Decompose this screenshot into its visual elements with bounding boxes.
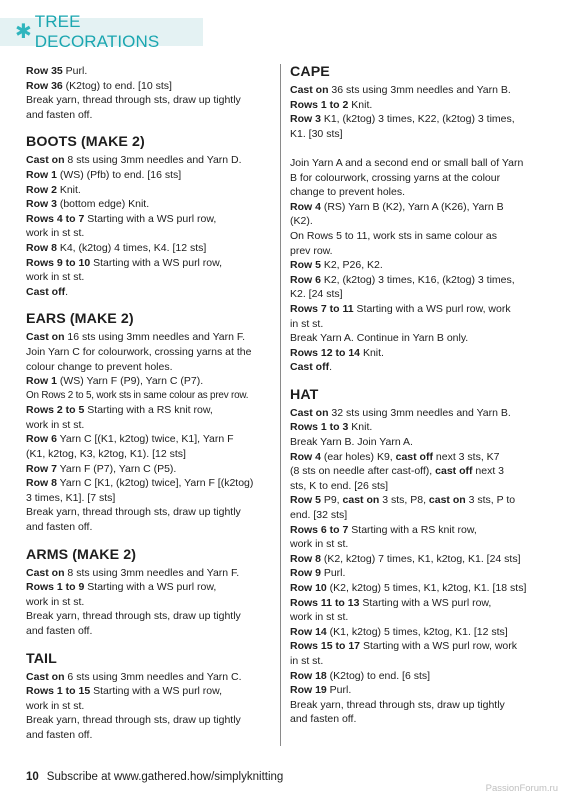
instruction-line	[26, 153, 270, 168]
instruction-text: K2, (k2tog) 3 times, K16, (k2tog) 3 times,	[320, 273, 515, 286]
hat-heading: HAT	[290, 386, 319, 403]
instruction-line	[26, 79, 270, 94]
instruction-text: colour change to prevent holes.	[26, 360, 173, 373]
instruction-text: Join Yarn A and a second end or small ball of Yarn	[290, 156, 524, 169]
instruction-line	[26, 462, 270, 477]
instruction-text: and fasten off.	[26, 521, 93, 534]
instruction-text: Starting with a WS purl row,	[359, 596, 492, 609]
instruction-text: Starting with a WS purl row,	[84, 581, 217, 594]
bold-term: Row 36	[26, 79, 63, 92]
instruction-line	[290, 360, 538, 375]
instruction-text: Break yarn, thread through sts, draw up tightly	[26, 714, 241, 727]
instruction-line	[290, 493, 538, 508]
instruction-line	[290, 639, 538, 654]
instruction-text: 16 sts using 3mm needles and Yarn F.	[64, 331, 246, 344]
instruction-text: sts, K to end. [26 sts]	[290, 479, 389, 492]
instruction-line	[290, 508, 538, 523]
bold-term: Rows 1 to 3	[290, 421, 349, 434]
instruction-text: work in st st.	[26, 699, 85, 712]
instruction-text: 36 sts using 3mm needles and Yarn B.	[328, 84, 511, 96]
instruction-text: Break yarn, thread through sts, draw up tightly	[26, 610, 241, 623]
instruction-line	[290, 302, 538, 317]
instruction-line	[290, 669, 538, 684]
instruction-text: .	[329, 361, 333, 374]
instruction-text: (WS) (Pfb) to end. [16 sts]	[56, 168, 182, 181]
instruction-text: in st st.	[290, 317, 324, 330]
bold-term: Cast on	[26, 331, 65, 344]
instruction-line	[26, 684, 270, 699]
instruction-line	[290, 287, 538, 302]
instruction-line	[290, 464, 538, 479]
instruction-text: 3 times, K1]. [7 sts]	[26, 491, 116, 504]
instruction-text: On Rows 2 to 5, work sts in same colour as prev row.	[26, 389, 249, 401]
bold-term: Rows 12 to 14	[290, 346, 361, 359]
instruction-text: K1. [30 sts]	[290, 127, 343, 140]
instruction-text: work in st st.	[26, 418, 85, 431]
bold-term: Rows 4 to 7	[26, 212, 85, 225]
instruction-text: (8 sts on needle after cast-off),	[290, 465, 436, 478]
bold-term: Row 5	[290, 259, 321, 272]
instruction-line	[290, 596, 538, 611]
bold-term: Rows 1 to 9	[26, 581, 85, 594]
instruction-text: Purl.	[320, 567, 346, 580]
instruction-line	[290, 552, 538, 567]
instruction-line	[26, 713, 270, 728]
instruction-line	[26, 108, 270, 123]
bold-term: Cast off	[290, 361, 330, 374]
instruction-line	[26, 520, 270, 535]
instruction-text: end. [32 sts]	[290, 509, 348, 522]
bold-term: Row 6	[26, 433, 57, 446]
instruction-line	[26, 403, 270, 418]
instruction-text: Starting with a WS purl row, work	[353, 302, 511, 315]
bold-term: Cast on	[290, 84, 329, 96]
instruction-text: (bottom edge) Knit.	[56, 198, 150, 211]
instruction-line	[290, 479, 538, 494]
instruction-text: On Rows 5 to 11, work sts in same colour as	[290, 229, 497, 242]
instruction-line	[26, 624, 270, 639]
boots-block	[26, 153, 270, 299]
bold-term: Row 18	[290, 669, 327, 682]
instruction-text: Yarn C [K1, (k2tog) twice], Yarn F [(k2tog)	[56, 477, 254, 490]
instruction-text: Knit.	[348, 98, 373, 111]
instruction-line	[290, 523, 538, 538]
bold-term: Row 8	[290, 552, 321, 565]
bold-term: Row 35	[26, 65, 63, 77]
instruction-text: change to prevent holes.	[290, 186, 405, 199]
tail-heading: TAIL	[26, 650, 57, 667]
instruction-text: work in st st.	[290, 538, 349, 551]
instruction-text: Knit.	[56, 183, 81, 196]
page-title: TREE DECORATIONS	[34, 12, 160, 51]
instruction-text: (K1, k2tog, K3, k2tog, K1). [12 sts]	[26, 448, 186, 461]
instruction-line	[290, 537, 538, 552]
instruction-line	[290, 712, 538, 727]
instruction-text: (K2tog) to end. [6 sts]	[326, 669, 431, 682]
instruction-line	[290, 141, 538, 156]
intro-block	[26, 64, 270, 122]
instruction-line	[290, 683, 538, 698]
bold-term: Row 2	[26, 183, 57, 196]
instruction-text: prev row.	[290, 244, 333, 257]
instruction-text: and fasten off.	[26, 625, 93, 637]
instruction-line	[26, 418, 270, 433]
instruction-line	[290, 229, 538, 244]
bold-term: Row 7	[26, 462, 57, 475]
boots-heading: BOOTS (MAKE 2)	[26, 134, 145, 151]
instruction-line	[290, 127, 538, 142]
instruction-line	[290, 610, 538, 625]
bold-term: Rows 11 to 13	[290, 596, 360, 609]
bold-term: Row 3	[26, 198, 57, 211]
instruction-text: Starting with a WS purl row,	[84, 212, 217, 225]
instruction-line	[290, 566, 538, 581]
instruction-line	[26, 345, 270, 360]
instruction-line	[26, 389, 270, 404]
instruction-text: Knit.	[360, 346, 384, 359]
instruction-text: 32 sts using 3mm needles and Yarn B.	[328, 406, 511, 419]
instruction-text: K4, (k2tog) 4 times, K4. [12 sts]	[56, 241, 207, 254]
instruction-line	[26, 285, 270, 300]
instruction-text: Break Yarn B. Join Yarn A.	[290, 436, 413, 449]
instruction-line	[290, 244, 538, 259]
ears-heading: EARS (MAKE 2)	[26, 311, 134, 328]
arms-block	[26, 566, 270, 639]
bold-term: Rows 1 to 2	[290, 98, 349, 111]
instruction-line	[26, 270, 270, 285]
bold-term: Row 1	[26, 375, 57, 388]
instruction-text: Purl.	[326, 684, 352, 697]
instruction-line	[290, 581, 538, 596]
instruction-text: K2. [24 sts]	[290, 288, 343, 301]
instruction-line	[26, 476, 270, 491]
subscribe-link-text[interactable]: Subscribe at www.gathered.how/simplyknitting	[46, 771, 284, 783]
instruction-line	[290, 654, 538, 669]
instruction-line	[26, 212, 270, 227]
instruction-text: (K1, k2tog) 5 times, k2tog, K1. [12 sts]	[326, 625, 508, 638]
bold-term: Rows 2 to 5	[26, 404, 85, 417]
page-number: 10	[26, 771, 39, 783]
instruction-line	[290, 420, 538, 435]
watermark-text: PassionForum.ru	[485, 783, 558, 794]
bold-term: Cast on	[26, 670, 65, 683]
instruction-text: work in st st.	[290, 611, 349, 624]
instruction-line	[290, 317, 538, 332]
instruction-line	[290, 625, 538, 640]
instruction-text: Starting with a WS purl row, work	[360, 640, 517, 653]
page-footer	[26, 771, 283, 783]
bold-term: Cast on	[26, 154, 65, 167]
instruction-text: in st st.	[290, 654, 324, 667]
instruction-text: next 3	[472, 465, 505, 478]
instruction-line	[26, 432, 270, 447]
bold-term: Row 1	[26, 168, 57, 181]
bold-term: Row 6	[290, 273, 321, 286]
cape-block	[290, 83, 538, 375]
instruction-text: Yarn C [(K1, k2tog) twice, K1], Yarn F	[56, 433, 234, 446]
instruction-line	[26, 491, 270, 506]
instruction-text: (RS) Yarn B (K2), Yarn A (K26), Yarn B	[320, 200, 504, 213]
instruction-line	[290, 331, 538, 346]
instruction-text: K1, (k2tog) 3 times, K22, (k2tog) 3 times,	[320, 113, 515, 126]
instruction-line	[26, 360, 270, 375]
bold-term: Rows 15 to 17	[290, 640, 361, 653]
bold-term: cast on	[428, 494, 466, 507]
instruction-text: work in st st.	[26, 595, 85, 608]
bold-term: Row 3	[290, 113, 321, 126]
bold-term: Row 8	[26, 241, 57, 254]
bold-term: Cast off	[26, 285, 66, 298]
instruction-line	[26, 168, 270, 183]
instruction-text: Break yarn, thread through sts, draw up tightly	[290, 698, 505, 711]
instruction-line	[290, 258, 538, 273]
instruction-text: 8 sts using 3mm needles and Yarn D.	[64, 154, 242, 167]
instruction-line	[290, 273, 538, 288]
instruction-text: 8 sts using 3mm needles and Yarn F.	[64, 566, 240, 579]
right-column	[290, 64, 538, 727]
instruction-line	[26, 256, 270, 271]
instruction-text: Starting with a WS purl row,	[90, 256, 223, 269]
instruction-line	[26, 64, 270, 79]
bold-term: Cast on	[290, 406, 329, 419]
bold-term: cast off	[395, 450, 433, 463]
bold-term: Row 8	[26, 477, 57, 490]
instruction-text: .	[65, 285, 69, 298]
instruction-line	[26, 183, 270, 198]
instruction-line	[26, 728, 270, 743]
ears-block	[26, 330, 270, 534]
instruction-text: Purl.	[62, 65, 88, 77]
asterisk-star-icon: ✱	[15, 21, 32, 43]
hat-block	[290, 406, 538, 727]
bold-term: Rows 6 to 7	[290, 523, 349, 536]
tail-block	[26, 670, 270, 743]
instruction-text: and fasten off.	[26, 108, 93, 121]
bold-term: Row 10	[290, 582, 327, 594]
instruction-line	[290, 112, 538, 127]
instruction-line	[26, 595, 270, 610]
instruction-text: 3 sts, P8,	[379, 494, 429, 507]
instruction-line	[26, 609, 270, 624]
instruction-line	[26, 93, 270, 108]
bold-term: Row 4	[290, 450, 321, 463]
instruction-text: Starting with a WS purl row,	[90, 685, 223, 698]
bold-term: Row 19	[290, 684, 327, 697]
instruction-line	[26, 226, 270, 241]
instruction-text: K2, P26, K2.	[320, 259, 383, 272]
instruction-text: next 3 sts, K7	[432, 450, 500, 463]
instruction-text: Break yarn, thread through sts, draw up tightly	[26, 94, 241, 107]
bold-term: Row 9	[290, 567, 321, 580]
instruction-line	[290, 435, 538, 450]
instruction-text: 6 sts using 3mm needles and Yarn C.	[64, 670, 242, 683]
instruction-text: Join Yarn C for colourwork, crossing yarns at the	[26, 345, 252, 358]
instruction-line	[290, 346, 538, 361]
instruction-text: (K2tog) to end. [10 sts]	[62, 79, 172, 92]
bold-term: Rows 7 to 11	[290, 302, 354, 315]
bold-term: Row 5	[290, 494, 321, 507]
left-column	[26, 64, 270, 743]
instruction-text: (K2).	[290, 215, 313, 228]
instruction-line	[26, 197, 270, 212]
bold-term: Row 4	[290, 200, 321, 213]
instruction-text: B for colourwork, crossing yarns at the colour	[290, 171, 501, 184]
instruction-line	[290, 200, 538, 215]
instruction-line	[290, 156, 538, 171]
instruction-text: (ear holes) K9,	[320, 450, 396, 463]
instruction-text: work in st st.	[26, 271, 85, 284]
instruction-text: Starting with a RS knit row,	[84, 404, 213, 417]
instruction-line	[290, 171, 538, 186]
bold-term: cast on	[342, 494, 380, 507]
instruction-text: (WS) Yarn F (P9), Yarn C (P7).	[56, 375, 204, 388]
instruction-line	[290, 406, 538, 421]
instruction-text: P9,	[320, 494, 343, 507]
instruction-text: (K2, k2tog) 7 times, K1, k2tog, K1. [24 sts]	[320, 552, 521, 565]
instruction-line	[290, 214, 538, 229]
instruction-line	[26, 374, 270, 389]
instruction-line	[26, 580, 270, 595]
arms-heading: ARMS (MAKE 2)	[26, 546, 137, 563]
instruction-text: and fasten off.	[26, 728, 93, 741]
instruction-text: work in st st.	[26, 227, 85, 240]
bold-term: Rows 1 to 15	[26, 685, 91, 698]
instruction-text: Break Yarn A. Continue in Yarn B only.	[290, 332, 469, 345]
instruction-text: 3 sts, P to	[465, 494, 516, 507]
instruction-line	[26, 330, 270, 345]
instruction-line	[290, 83, 538, 98]
instruction-line	[290, 450, 538, 465]
bold-term: cast off	[435, 465, 473, 478]
column-divider	[280, 64, 281, 746]
bold-term: Cast on	[26, 566, 65, 579]
instruction-line	[290, 185, 538, 200]
instruction-text: (K2, k2tog) 5 times, K1, k2tog, K1. [18 sts]	[326, 582, 527, 594]
bold-term: Rows 9 to 10	[26, 256, 91, 269]
bold-term: Row 14	[290, 625, 327, 638]
instruction-text: and fasten off.	[290, 713, 357, 726]
instruction-text: Yarn F (P7), Yarn C (P5).	[56, 462, 177, 475]
instruction-line	[26, 505, 270, 520]
instruction-text: Starting with a RS knit row,	[348, 523, 477, 536]
instruction-text: Break yarn, thread through sts, draw up tightly	[26, 506, 241, 519]
instruction-text: Knit.	[348, 421, 373, 434]
instruction-line	[26, 566, 270, 581]
instruction-line	[290, 98, 538, 113]
instruction-line	[26, 447, 270, 462]
section-header	[0, 12, 203, 51]
instruction-line	[26, 670, 270, 685]
instruction-line	[26, 699, 270, 714]
instruction-line	[26, 241, 270, 256]
instruction-line	[290, 698, 538, 713]
cape-heading: CAPE	[290, 64, 330, 80]
